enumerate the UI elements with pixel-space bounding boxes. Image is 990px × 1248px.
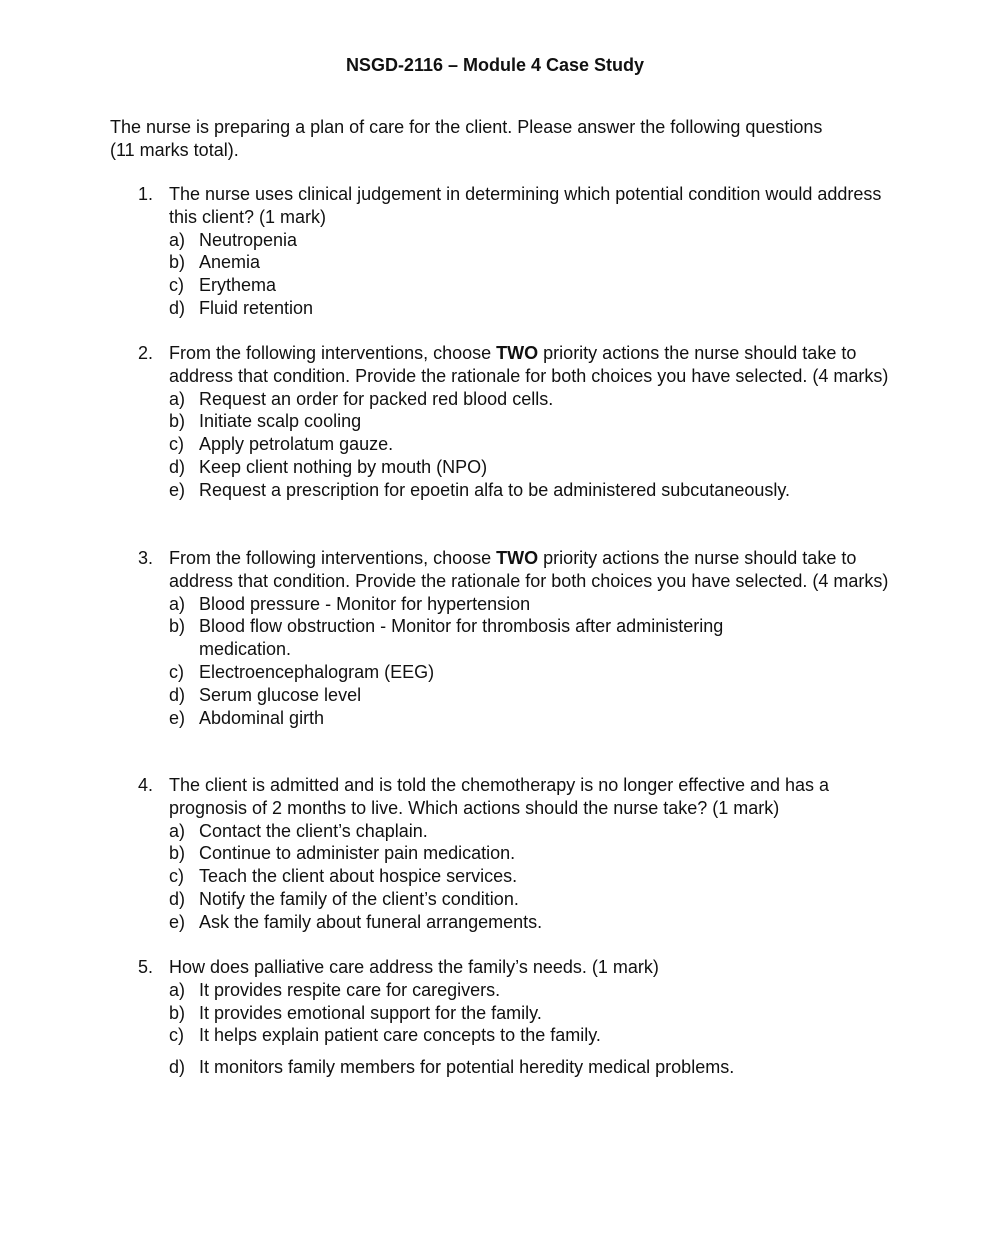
option-letter: d) bbox=[169, 888, 186, 909]
option-list bbox=[0, 820, 990, 934]
option-letter: e) bbox=[169, 479, 186, 500]
option-letter: a) bbox=[169, 388, 186, 409]
option-letter: a) bbox=[169, 229, 186, 250]
option-text: Request an order for packed red blood cells. bbox=[199, 388, 554, 409]
question-number: 5. bbox=[138, 957, 154, 977]
option-item bbox=[169, 865, 839, 888]
question-text bbox=[169, 183, 889, 229]
question-emphasis: TWO bbox=[496, 548, 539, 568]
option-letter: c) bbox=[169, 275, 184, 296]
option-item bbox=[169, 433, 839, 456]
question-text-part: priority actions the nurse should take to address that condition. Provide the rationale for both choices you have selected. (4 marks) bbox=[169, 548, 889, 591]
question-text-part: The client is admitted and is told the chemotherapy is no longer effective and has a prognosis of 2 months to live. Which actions should the nurse take? (1 mark) bbox=[169, 775, 830, 818]
question-text-part: How does palliative care address the family’s needs. (1 mark) bbox=[169, 957, 659, 977]
option-text: It monitors family members for potential heredity medical problems. bbox=[199, 1057, 735, 1078]
option-text: Apply petrolatum gauze. bbox=[199, 434, 394, 455]
option-list bbox=[0, 229, 990, 320]
option-item bbox=[169, 661, 839, 684]
option-letter: b) bbox=[169, 843, 186, 864]
question-1 bbox=[0, 183, 990, 320]
option-text: It provides emotional support for the family. bbox=[199, 1002, 542, 1023]
option-letter: a) bbox=[169, 820, 186, 841]
question-2 bbox=[0, 342, 990, 502]
option-text: Anemia bbox=[199, 252, 261, 273]
option-item bbox=[169, 888, 839, 911]
question-text-part: priority actions the nurse should take to address that condition. Provide the rationale for both choices you have selected. (4 marks) bbox=[169, 343, 889, 386]
option-letter: d) bbox=[169, 297, 186, 318]
option-item bbox=[169, 479, 839, 502]
question-text bbox=[169, 342, 889, 388]
option-item bbox=[169, 684, 839, 707]
option-item bbox=[169, 1002, 839, 1025]
option-letter: d) bbox=[169, 456, 186, 477]
option-item bbox=[169, 297, 839, 320]
option-letter: b) bbox=[169, 1002, 186, 1023]
option-item bbox=[169, 911, 839, 934]
option-letter: b) bbox=[169, 411, 186, 432]
option-text: It helps explain patient care concepts to the family. bbox=[199, 1025, 601, 1046]
option-letter: a) bbox=[169, 593, 186, 614]
option-letter: d) bbox=[169, 1057, 186, 1078]
option-text: Continue to administer pain medication. bbox=[199, 843, 516, 864]
option-letter: c) bbox=[169, 434, 184, 455]
intro-paragraph: The nurse is preparing a plan of care for the client. Please answer the following questions (11 marks total). bbox=[110, 117, 823, 160]
option-text: Keep client nothing by mouth (NPO) bbox=[199, 456, 488, 477]
option-text: Contact the client’s chaplain. bbox=[199, 820, 428, 841]
option-item bbox=[169, 707, 839, 730]
option-letter: d) bbox=[169, 684, 186, 705]
question-3 bbox=[0, 547, 990, 729]
option-text: It provides respite care for caregivers. bbox=[199, 979, 501, 1000]
option-text: Ask the family about funeral arrangements. bbox=[199, 911, 543, 932]
option-item bbox=[169, 410, 839, 433]
question-text bbox=[169, 956, 889, 979]
option-item bbox=[169, 274, 839, 297]
option-letter: c) bbox=[169, 1025, 184, 1046]
option-item bbox=[169, 1024, 839, 1047]
option-item bbox=[169, 842, 839, 865]
option-text: Initiate scalp cooling bbox=[199, 411, 362, 432]
option-list bbox=[0, 593, 990, 730]
option-letter: e) bbox=[169, 911, 186, 932]
question-number: 4. bbox=[138, 775, 154, 795]
option-text: Neutropenia bbox=[199, 229, 298, 250]
document-title: NSGD-2116 – Module 4 Case Study bbox=[345, 55, 645, 75]
question-number: 2. bbox=[138, 343, 154, 363]
option-item bbox=[169, 456, 839, 479]
option-text: Fluid retention bbox=[199, 297, 314, 318]
question-text-part: From the following interventions, choose bbox=[169, 343, 497, 363]
option-text: Notify the family of the client’s condition. bbox=[199, 888, 519, 909]
question-emphasis: TWO bbox=[496, 343, 539, 363]
option-list bbox=[0, 388, 990, 502]
question-text bbox=[169, 774, 889, 820]
question-text-part: The nurse uses clinical judgement in determining which potential condition would address this client? (1 mark) bbox=[169, 184, 882, 227]
option-item bbox=[169, 388, 839, 411]
option-list bbox=[0, 979, 990, 1079]
option-letter: b) bbox=[169, 616, 186, 637]
option-text: Request a prescription for epoetin alfa to be administered subcutaneously. bbox=[199, 479, 791, 500]
option-item bbox=[169, 1056, 839, 1079]
option-letter: c) bbox=[169, 661, 184, 682]
option-text: Blood flow obstruction - Monitor for thrombosis after administering medication. bbox=[199, 616, 724, 660]
option-item bbox=[169, 979, 839, 1002]
question-5 bbox=[0, 956, 990, 1079]
option-text: Teach the client about hospice services. bbox=[199, 866, 518, 887]
option-item bbox=[169, 615, 789, 661]
option-letter: e) bbox=[169, 707, 186, 728]
option-letter: c) bbox=[169, 866, 184, 887]
option-text: Blood pressure - Monitor for hypertension bbox=[199, 593, 531, 614]
question-number: 1. bbox=[138, 184, 154, 204]
question-text bbox=[169, 547, 889, 593]
option-item bbox=[169, 251, 839, 274]
option-letter: b) bbox=[169, 252, 186, 273]
option-letter: a) bbox=[169, 979, 186, 1000]
option-text: Electroencephalogram (EEG) bbox=[199, 661, 435, 682]
option-item bbox=[169, 820, 839, 843]
option-item bbox=[169, 593, 839, 616]
question-number: 3. bbox=[138, 548, 154, 568]
question-text-part: From the following interventions, choose bbox=[169, 548, 497, 568]
option-text: Erythema bbox=[199, 275, 277, 296]
question-4 bbox=[0, 774, 990, 934]
option-text: Abdominal girth bbox=[199, 707, 325, 728]
option-text: Serum glucose level bbox=[199, 684, 362, 705]
option-item bbox=[169, 229, 839, 252]
